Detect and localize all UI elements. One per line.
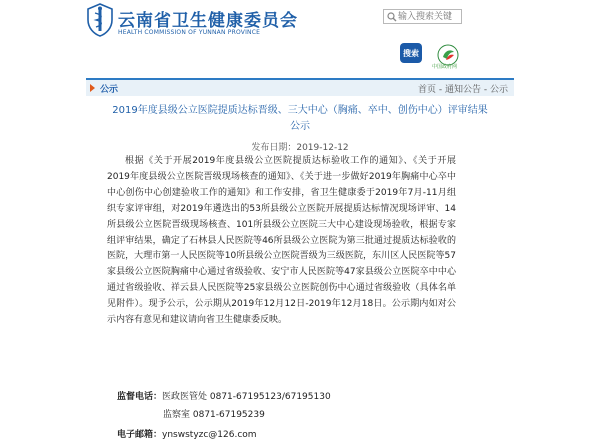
email-label: 电子邮箱：	[117, 430, 163, 440]
site-title[interactable]: 云南省卫生健康委员会	[118, 11, 298, 31]
contact-supervision: 监察室 0871-67195239	[163, 410, 265, 420]
arrow-icon	[90, 84, 95, 92]
section-label: 公示	[100, 85, 119, 95]
breadcrumb-home[interactable]: 首页	[417, 85, 436, 95]
search-button[interactable]: 搜索	[400, 43, 422, 63]
publish-label: 发布日期：	[251, 143, 297, 153]
article-title: 2019年度县级公立医院提质达标晋级、三大中心（胸痛、卒中、创伤中心）评审结果 公示	[112, 105, 488, 132]
search-input[interactable]	[398, 10, 458, 23]
contact-medical-affairs: 医政医管处 0871-67195123/67195130	[162, 392, 331, 402]
search-box[interactable]	[383, 9, 462, 24]
breadcrumb-current[interactable]: 公示	[489, 85, 508, 95]
breadcrumb	[418, 82, 508, 95]
gov-portal-label: 中国政府网	[432, 64, 458, 70]
site-subtitle: HEALTH COMMISSION OF YUNNAN PROVINCE	[118, 29, 261, 36]
breadcrumb-notices[interactable]: 通知公告	[444, 85, 481, 95]
section-bar	[86, 78, 514, 96]
publish-date: 2019-12-12	[296, 143, 349, 153]
contact-label: 监督电话：	[117, 392, 163, 402]
site-header	[0, 0, 600, 72]
contact-line	[163, 407, 265, 420]
email-line	[117, 427, 257, 440]
article-paragraph: 根据《关于开展2019年度县级公立医院提质达标验收工作的通知》、《关于开展2019年度县级公立医院晋级现场核查的通知》、《关于进一步做好2019年胸痛中心卒中中心创伤中心创建验收工作的通知》和工作安排，省卫生健康委于2019年7月-11月组织专家评审组，对2019年遴选出的53所县级公立医院开展提质达标情况现场评审、14所县级公立医院晋级现场核查、101所县级公立医院三大中心建设现场验收，根据专家组评审结果，确定了石林县人民医院等46所县级公立医院为第三批通过提质达标验收的医院，大理市第一人民医院等10所县级公立医院晋级为三级医院，东川区人民医院等57家县级公立医院胸痛中心通过省级验收、安宁市人民医院等47家县级公立医院卒中中心通过省级验收、祥云县人民医院等25家县级公立医院创伤中心通过省级验收（具体名单见附件）。现予公示，公示期从2019年12月12日-2019年12月18日。公示期内如对公示内容有意见和建议请向省卫生健康委反映。	[107, 156, 456, 326]
breadcrumb-separator: -	[436, 85, 445, 95]
breadcrumb-separator: -	[481, 85, 490, 95]
email-address[interactable]: ynswstyzc@126.com	[162, 430, 257, 440]
health-commission-logo-icon	[86, 3, 114, 37]
publish-date-line	[0, 140, 600, 153]
article-body	[107, 154, 456, 329]
search-icon	[387, 12, 397, 22]
contact-line	[117, 389, 331, 402]
